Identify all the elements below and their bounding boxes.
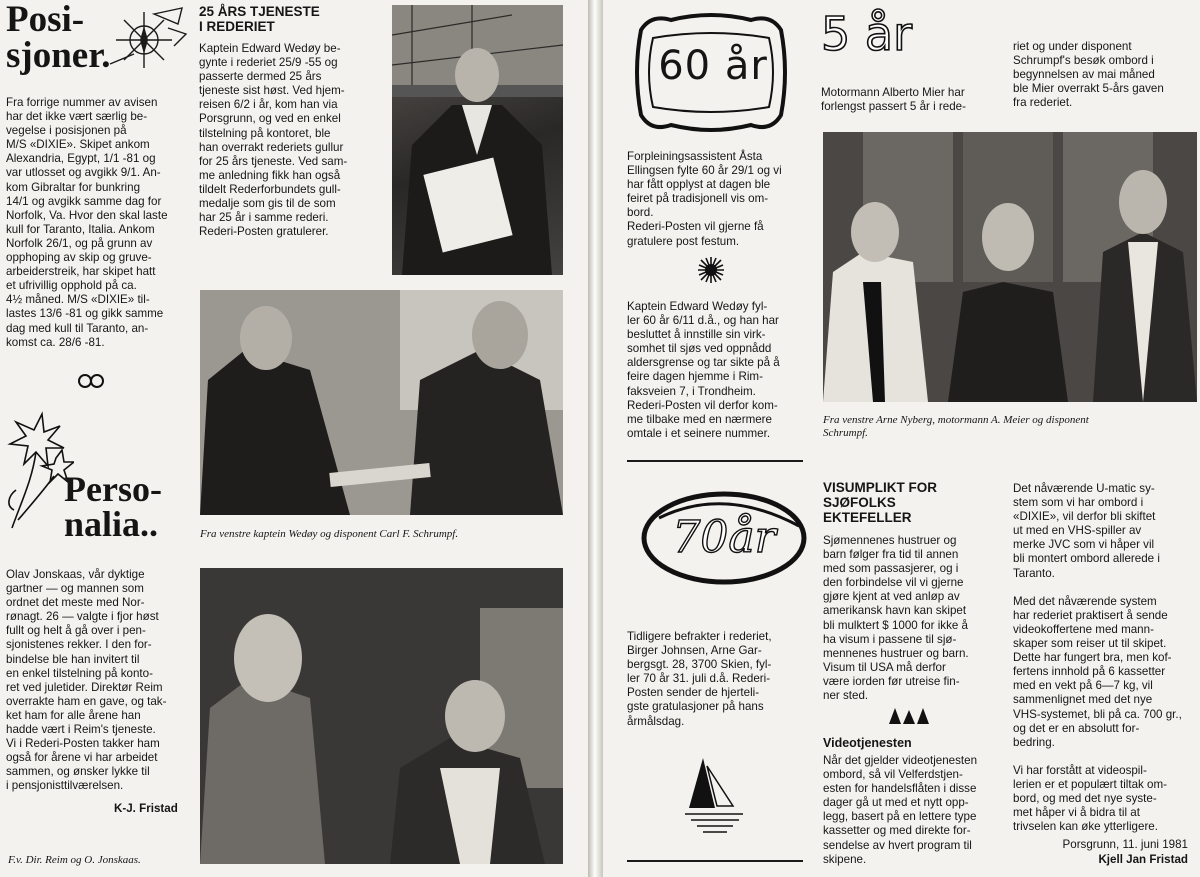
videotjenesten-heading: Videotjenesten bbox=[823, 736, 912, 750]
badge-70: 70år bbox=[672, 512, 776, 563]
page-gutter bbox=[588, 0, 603, 877]
compass-rose-icon bbox=[104, 4, 188, 72]
photo-captain-certificate bbox=[392, 5, 563, 275]
bottom-rule bbox=[627, 860, 803, 862]
starburst-icon bbox=[697, 256, 725, 284]
rederiet-body: Kaptein Edward Wedøy be- gynte i rederiet 25/9 -55 og passerte dermed 25 års tjeneste sist høst. Ved hjem- reisen 6/2 i år, kom han via Porsgrunn, og ved en enkel tilstelning på kontoret, ble han overrakt rederiets gullur for 25 års tjeneste. Ved sam- me anledning fikk han også tildelt Rederforbundets gull- medalje som gis til de som har 25 år i samme rederi. Rederi-Posten gratulerer. bbox=[199, 42, 348, 239]
photo-reim-jonskaas bbox=[200, 568, 563, 864]
personalia-signature: K-J. Fristad bbox=[114, 802, 178, 815]
right-signature: Kjell Jan Fristad bbox=[1098, 853, 1188, 866]
badge-5: 5 år bbox=[821, 7, 912, 61]
visumplikt-body: Sjømennenes hustruer og barn følger fra tid til annen med som passasjerer, og i den forbindelse vil vi gjerne gjøre kjent at ved anløp av amerikansk havn kan skipet bli mulktert $ 1000 for ikke å ha visum i passene til sjø- mennenes hustruer og barn. Visum til USA må derfor være iorden før utreise fin- ner sted. bbox=[823, 534, 969, 703]
photo-group bbox=[823, 132, 1197, 402]
caption-bottom: F.v. Dir. Reim og O. Jonskaas. bbox=[8, 854, 141, 866]
rederiet-heading: 25 ÅRS TJENESTE I REDERIET bbox=[199, 4, 320, 34]
motormann-text: Motormann Alberto Mier har forlengst passert 5 år i rede- bbox=[821, 86, 966, 114]
posisjoner-heading: Posi- sjoner. bbox=[6, 0, 111, 76]
umatic-text: Det nåværende U-matic sy- stem som vi har ombord i «DIXIE», vil derfor bli skiftet ut med en VHS-spiller av merke JVC som vi håper vil bli montert ombord allerede i Taranto. Med det nåværende system har rederiet praktisert å sende videokoffertene med mann- skaper som reiser ut til skipet. Dette har fungert bra, men kof- fertens innhold på 6 kassetter med en vekt på 6—7 kg, vil sammenlignet med det nye VHS-systemet, bli på ca. 700 gr., og det er en absolutt for- bedring. Vi har forstått at videospil- lerien er et populært tiltak om- bord, og med det nye syste- met håper vi å bidra til at trivselen kan øke ytterligere. bbox=[1013, 482, 1182, 834]
badge-60: 60 år bbox=[658, 43, 768, 89]
forpleining-text: Forpleiningsassistent Åsta Ellingsen fylte 60 år 29/1 og vi har fått opplyst at dagen ble feiret på tradisjonell vis om- bord. Rederi-Posten vil gjerne få gratulere post festum. bbox=[627, 150, 782, 248]
posisjoner-body: Fra forrige nummer av avisen har det ikke vært særlig be- vegelse i posisjonen på M/S «DIXIE». Skipet ankom Alexandria, Egypt, 1/1 -81 og var utlosset og avgikk 9/1. An- kom Gibraltar for bunkring 14/1 og avgikk samme dag for Norfolk, Va. Hvor den skal laste kull for Taranto, Italia. Ankom Norfolk 26/1, og på grunn av opphoping av skip og gruve- arbeiderstreik, har skipet hatt et ufrivillig opphold på ca. 4½ måned. M/S «DIXIE» til- lastes 13/6 -81 og gikk samme dag med kull til Taranto, an- komst ca. 28/6 -81. bbox=[6, 96, 168, 349]
sailboat-icon bbox=[685, 750, 745, 840]
section-rule bbox=[627, 460, 803, 462]
caption-group: Fra venstre Arne Nyberg, motormann A. Meier og disponent Schrumpf. bbox=[823, 414, 1089, 439]
personalia-heading: Perso- nalia.. bbox=[64, 469, 162, 544]
befrakter-text: Tidligere befrakter i rederiet, Birger Johnsen, Arne Gar- bergsgt. 28, 3700 Skien, fyl- ler 70 år 31. juli d.å. Rederi- Posten sender de hjerteli- gste gratulasjoner på hans årmålsdag. bbox=[627, 630, 772, 728]
dateline: Porsgrunn, 11. juni 1981 bbox=[1062, 838, 1188, 851]
riet-continued-text: riet og under disponent Schrumpf's besøk ombord i begynnelsen av mai måned ble Mier overrakt 5-års gaven fra rederiet. bbox=[1013, 40, 1164, 110]
personalia-body: Olav Jonskaas, vår dyktige gartner — og mannen som ordnet det meste med Nor- rønagt. 26 — valgte i fjor høst fullt og helt å gå over i pen- sjonistenes rekker. I den for- bindelse ble han invitert til en enkel tilstelning på konto- ret ved juletider. Direktør Reim overrakte ham en gave, og tak- ket ham for alle årene han hadde vært i Reim's tjeneste. Vi i Rederi-Posten takker ham også for årene vi har arbeidet sammen, og ønsker lykke til i pensjonisttilværelsen. bbox=[6, 568, 167, 793]
videotjenesten-body: Når det gjelder videotjenesten ombord, så vil Velferdstjen- esten for handelsflåten i disse dager gå ut med et nytt opp- legg, basert på en lettere type kassetter og med direkte for- sendelse av hvert program til skipene. bbox=[823, 754, 978, 866]
photo-handshake bbox=[200, 290, 563, 515]
ornament-icon bbox=[76, 372, 106, 390]
left-page bbox=[0, 0, 588, 877]
divider-ornament-icon bbox=[887, 706, 931, 726]
caption-handshake: Fra venstre kaptein Wedøy og disponent Carl F. Schrumpf. bbox=[200, 528, 459, 540]
visumplikt-heading: VISUMPLIKT FOR SJØFOLKS EKTEFELLER bbox=[823, 480, 937, 525]
right-page bbox=[603, 0, 1200, 877]
kaptein-60-text: Kaptein Edward Wedøy fyl- ler 60 år 6/11 d.å., og han har besluttet å innstille sin virk- somhet til sjøs ved oppnådd aldersgrense og tar sikte på å feire dagen hjemme i Rim- faksveien 7, i Trondheim. Rederi-Posten vil derfor kom- me tilbake med en nærmere omtale i et seinere nummer. bbox=[627, 300, 780, 440]
